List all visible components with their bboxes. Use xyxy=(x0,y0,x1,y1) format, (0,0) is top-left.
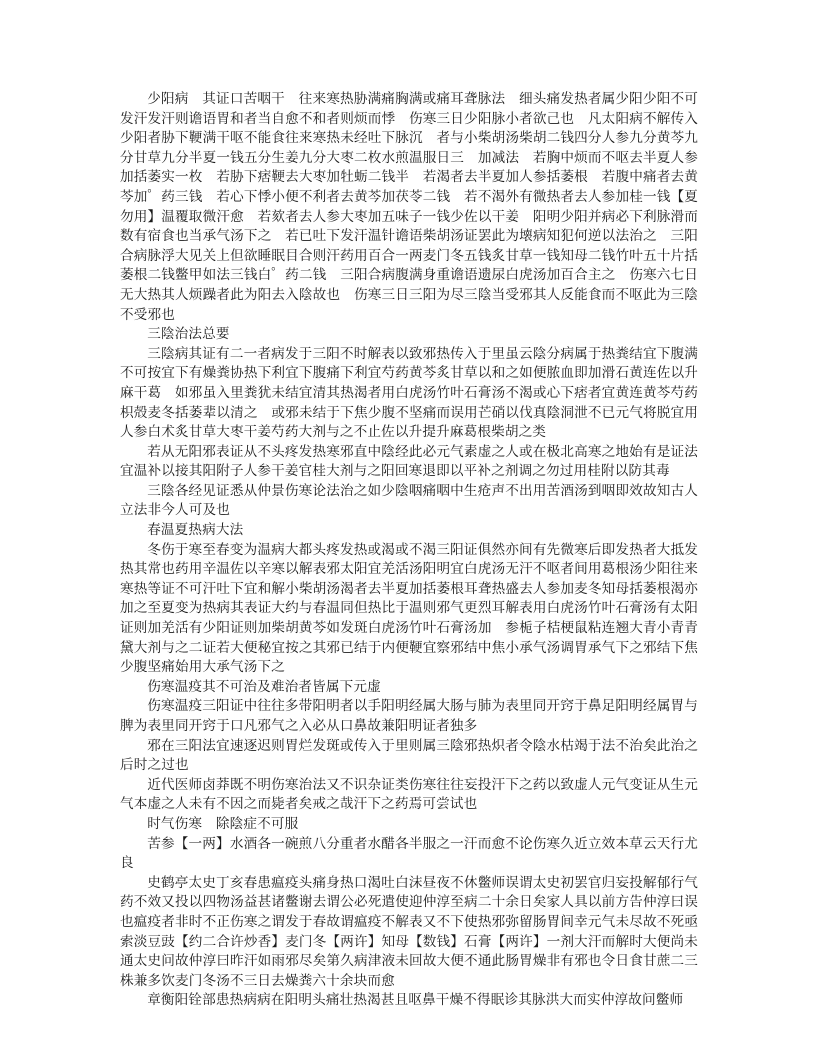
paragraph-three-yin-summary: 三陰病其证有二一者病发于三阳不时解表以致邪热传入于里虽云陰分病属于热粪结宜下腹满不可按宜下有燥粪协热下利宜下腹痛下利宜芍药黄芩炙甘草以和之如便脓血即加滑石黄连佐以升麻干葛 如邪虽入里粪犹未结宜清其热渴者用白虎汤竹叶石膏汤不渴或心下痞者宜黄连黄芩芍药枳殻麦冬括萎辈以清之 或邪未结于下焦少腹不坚痛而误用芒硝以伐真陰洞泄不已元气将脱宜用人参白术炙甘草大枣干姜芍药大剂与之不止佐以升提升麻葛根柴胡之类 xyxy=(120,345,698,441)
paragraph-three-yang-method: 邪在三阳法宜速逐迟则胃烂发斑或传入于里则属三陰邪热炽者令陰水枯竭于法不治矣此治之后时之过也 xyxy=(120,737,698,774)
paragraph-zhongjing: 三陰各经见证悉从仲景伤寒论法治之如少陰咽痛咽中生疮声不出用苦酒汤到咽即效故知古人立法非今人可及也 xyxy=(120,482,698,519)
heading-three-yin: 三陰治法总要 xyxy=(147,326,230,343)
heading-seasonal-cold: 时气伤寒 除陰症不可服 xyxy=(147,815,299,832)
paragraph-yangming: 伤寒温疫三阳证中往往多带阳明者以手阳明经属大肠与肺为表里同开窍于鼻足阳明经属胃与脾为表里同开窍于口凡邪气之入必从口鼻故兼阳明证者独多 xyxy=(120,698,698,734)
paragraph-kushen: 苦参【一两】水酒各一碗煎八分重者水醋各半服之一汗而愈不论伤寒久近立效本草云天行尤良 xyxy=(120,835,698,872)
heading-spring-summer: 春温夏热病大法 xyxy=(147,522,244,539)
paragraph-warm-disease: 冬伤于寒至春变为温病大都头疼发热或渴或不渴三阳证俱然亦间有先微寒后即发热者大抵发热其常也药用辛温佐以辛寒以解表邪太阳宜羌活汤阳明宜白虎汤无汗不呕者间用葛根汤少阳往来寒热等证不可汗吐下宜和解小柴胡汤渴者去半夏加括萎根耳聋热盛去人参加麦冬知母括萎根渴亦加之至夏变为热病其表证大约与春温同但热比于温则邪气更烈耳解表用白虎汤竹叶石膏汤有太阳证则加羌活有少阳证则加柴胡黄芩如发斑白虎汤竹叶石膏汤加 参栀子桔梗鼠粘连翘大青小青青黛大剂与之二证若大便秘宜按之其邪已结于内便鞕宜察邪结中焦小承气汤调胃承气下之邪结下焦少腹坚痛始用大承气汤下之 xyxy=(120,541,698,676)
paragraph-case-shi: 史鹤亭太史丁亥春患瘟疫头痛身热口渴吐白沫昼夜不休鳖师误谓太史初罢官归妄投解郁行气药不效又投以四物汤益甚诸鳖谢去谓公必死遣使迎仲淳至病二十余日矣家人具以前方告仲淳曰误也瘟疫者非时不正伤寒之谓发于春故谓瘟疫不解表又不下使热邪弥留肠胃间幸元气未尽故不死亟索淡豆豉【约二合许炒香】麦门冬【两许】知母【数钱】石膏【两许】一剂大汗而解时大便尚未通太史问故仲淳曰昨汗如雨邪尽矣第久病津液未回故大便不通此肠胃燥非有邪也令日食甘蔗二三株兼多饮麦门冬汤不三日去燥粪六十余块而愈 xyxy=(120,874,698,989)
paragraph-case-zhang: 章衡阳铨部患热病病在阳明头痛壮热渴甚且呕鼻干燥不得眠诊其脉洪大而实仲淳故问鳖师 xyxy=(147,992,684,1009)
paragraph-modern-physicians: 近代医师卤莽既不明伤寒治法又不识杂证类伤寒往往妄投汗下之药以致虚人元气变证从生元气本虚之人未有不因之而毙者矣戒之哉汗下之药焉可尝试也 xyxy=(120,776,698,813)
paragraph-direct-cold: 若从无阳邪表证从不头疼发热寒邪直中陰经此必元气素虚之人或在极北高寒之地始有是证法宜温补以接其阳附子人参干姜官桂大剂与之阳回寒退即以平补之剂调之勿过用桂附以防其毒 xyxy=(120,443,698,480)
heading-untreatable: 伤寒温疫其不可治及难治者皆属下元虚 xyxy=(147,678,381,695)
document-body xyxy=(120,90,698,1011)
paragraph-shaoyang: 少阳病 其证口苦咽干 往来寒热胁满痛胸满或痛耳聋脉法 细头痛发热者属少阳少阳不可发汗发汗则谵语胃和者当自愈不和者则烦而悸 伤寒三日少阳脉小者欲己也 凡太阳病不解传入少阳者胁下鞕满干呕不能食往来寒热未经吐下脉沉 者与小柴胡汤柴胡二钱四分人参九分黄芩九分甘草九分半夏一钱五分生姜九分大枣二枚水煎温服日三 加减法 若胸中烦而不呕去半夏人参加括萎实一枚 若胁下痞鞕去大枣加牡蛎二钱半 若渴者去半夏加人参括萎根 若腹中痛者去黄芩加゜药三钱 若心下悸小便不利者去黄芩加茯苓二钱 若不渴外有微热者去人参加桂一钱【夏勿用】温覆取微汗愈 若欬者去人参大枣加五味子一钱少佐以干姜 阳明少阳并病必下利脉滑而数有宿食也当承气汤下之 若已吐下发汗温针谵语柴胡汤证罢此为壊病知犯何逆以法治之 三阳合病脉浮大见关上但欲睡眠目合则汗药用百合一两麦门冬五钱炙甘草一钱知母二钱竹叶五十片括萎根二钱鳖甲如法三钱白゜药二钱 三阳合病腹满身重谵语遗尿白虎汤加百合主之 伤寒六七日无大热其人烦躁者此为阳去入陰故也 伤寒三日三阳为尽三陰当受邪其人反能食而不呕此为三陰不受邪也 xyxy=(120,91,698,323)
